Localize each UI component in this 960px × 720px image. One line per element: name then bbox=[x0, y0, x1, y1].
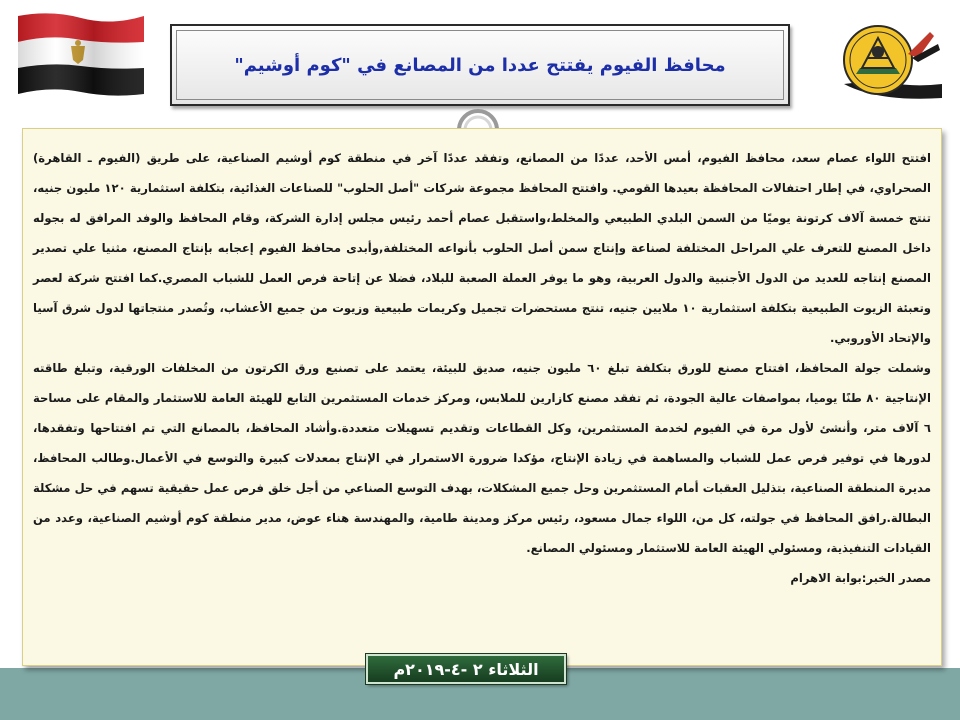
title-box bbox=[170, 24, 790, 106]
article-paragraph: وشملت جولة المحافظ، افتتاح مصنع للورق بتكلفة تبلغ ٦٠ مليون جنيه، صديق للبيئة، يعتمد على تصنيع ورق الكرتون من المخلفات الورقية، وتبلغ طاقته الإنتاجية ٨٠ طنًا يوميا، بمواصفات عالية الجودة، ثم تفقد مصنع كازارين للملابس، ومركز خدمات المستثمرين التابع للهيئة العامة للاستثمار والمقام على مساحة ٦ آلاف متر، وأنشئ لأول مرة في الفيوم لخدمة المستثمرين، وكل القطاعات وتقديم تسهيلات متعددة.وأشاد المحافظ، بالمصانع التي تم افتتاحها وتفقدها، لدورها في توفير فرص عمل للشباب والمساهمة في زيادة الإنتاج، مؤكدا ضرورة الاستمرار في الإنتاج بمعدلات كبيرة والتوسع في الأعمال.وطالب المحافظ، مديرة المنطقة الصناعية، بتذليل العقبات أمام المستثمرين وحل جميع المشكلات، بهدف التوسع الصناعي من أجل خلق فرص عمل حقيقية تسهم في حل مشكلة البطالة.رافق المحافظ في جولته، كل من، اللواء جمال مسعود، رئيس مركز ومدينة طامية، والمهندسة هناء عوض، مدير منطقة كوم أوشيم الصناعية، وعدد من القيادات التنفيذية، ومسئولي الهيئة العامة للاستثمار ومسئولي المصانع. bbox=[33, 361, 932, 555]
date-banner bbox=[366, 654, 566, 684]
title-inner-frame bbox=[176, 30, 784, 100]
article-source: مصدر الخبر:بوابة الاهرام bbox=[790, 571, 931, 585]
article-body bbox=[33, 143, 931, 593]
article-box bbox=[22, 128, 942, 666]
article-date: الثلاثاء ٢ -٤-٢٠١٩م bbox=[393, 659, 539, 679]
governorate-logo-icon bbox=[838, 14, 946, 104]
article-paragraph: افتتح اللواء عصام سعد، محافظ الفيوم، أمس الأحد، عددًا من المصانع، وتفقد عددًا آخر في منطقة كوم أوشيم الصناعية، على طريق (الفيوم ـ القاهرة) الصحراوي، في إطار احتفالات المحافظة بعيدها القومي. وافتتح المحافظ مجموعة شركات "أصل الحلوب" للصناعات الغذائية، بتكلفة استثمارية ١٢٠ مليون جنيه، تنتج خمسة آلاف كرتونة يوميًا من السمن البلدي الطبيعي والمخلط،واستقبل عصام أحمد رئيس مجلس إدارة الشركة، وقام المحافظ والوفد المرافق له بجوله داخل المصنع للتعرف علي المراحل المختلفة لصناعة وإنتاج سمن أصل الحلوب بأنواعه المختلفة,وأبدى محافظ الفيوم إعجابه بإنتاج المصنع، مثنيا علي تصدير المصنع إنتاجه للعديد من الدول الأجنبية والدول العربية، وهو ما يوفر العملة الصعبة للبلاد، فضلا عن إتاحة فرص العمل للشباب المصري.كما افتتح شركة لعصر وتعبئة الزيوت الطبيعية بتكلفة استثمارية ١٠ ملايين جنيه، تنتج مستحضرات تجميل وكريمات طبيعية وزيوت من جميع الأعشاب، وتُصدر منتجاتها لدول شرق آسيا والإتحاد الأوروبي. bbox=[33, 151, 932, 345]
egypt-flag-icon bbox=[16, 10, 146, 98]
page-title: محافظ الفيوم يفتتح عددا من المصانع في "كوم أوشيم" bbox=[234, 54, 726, 76]
